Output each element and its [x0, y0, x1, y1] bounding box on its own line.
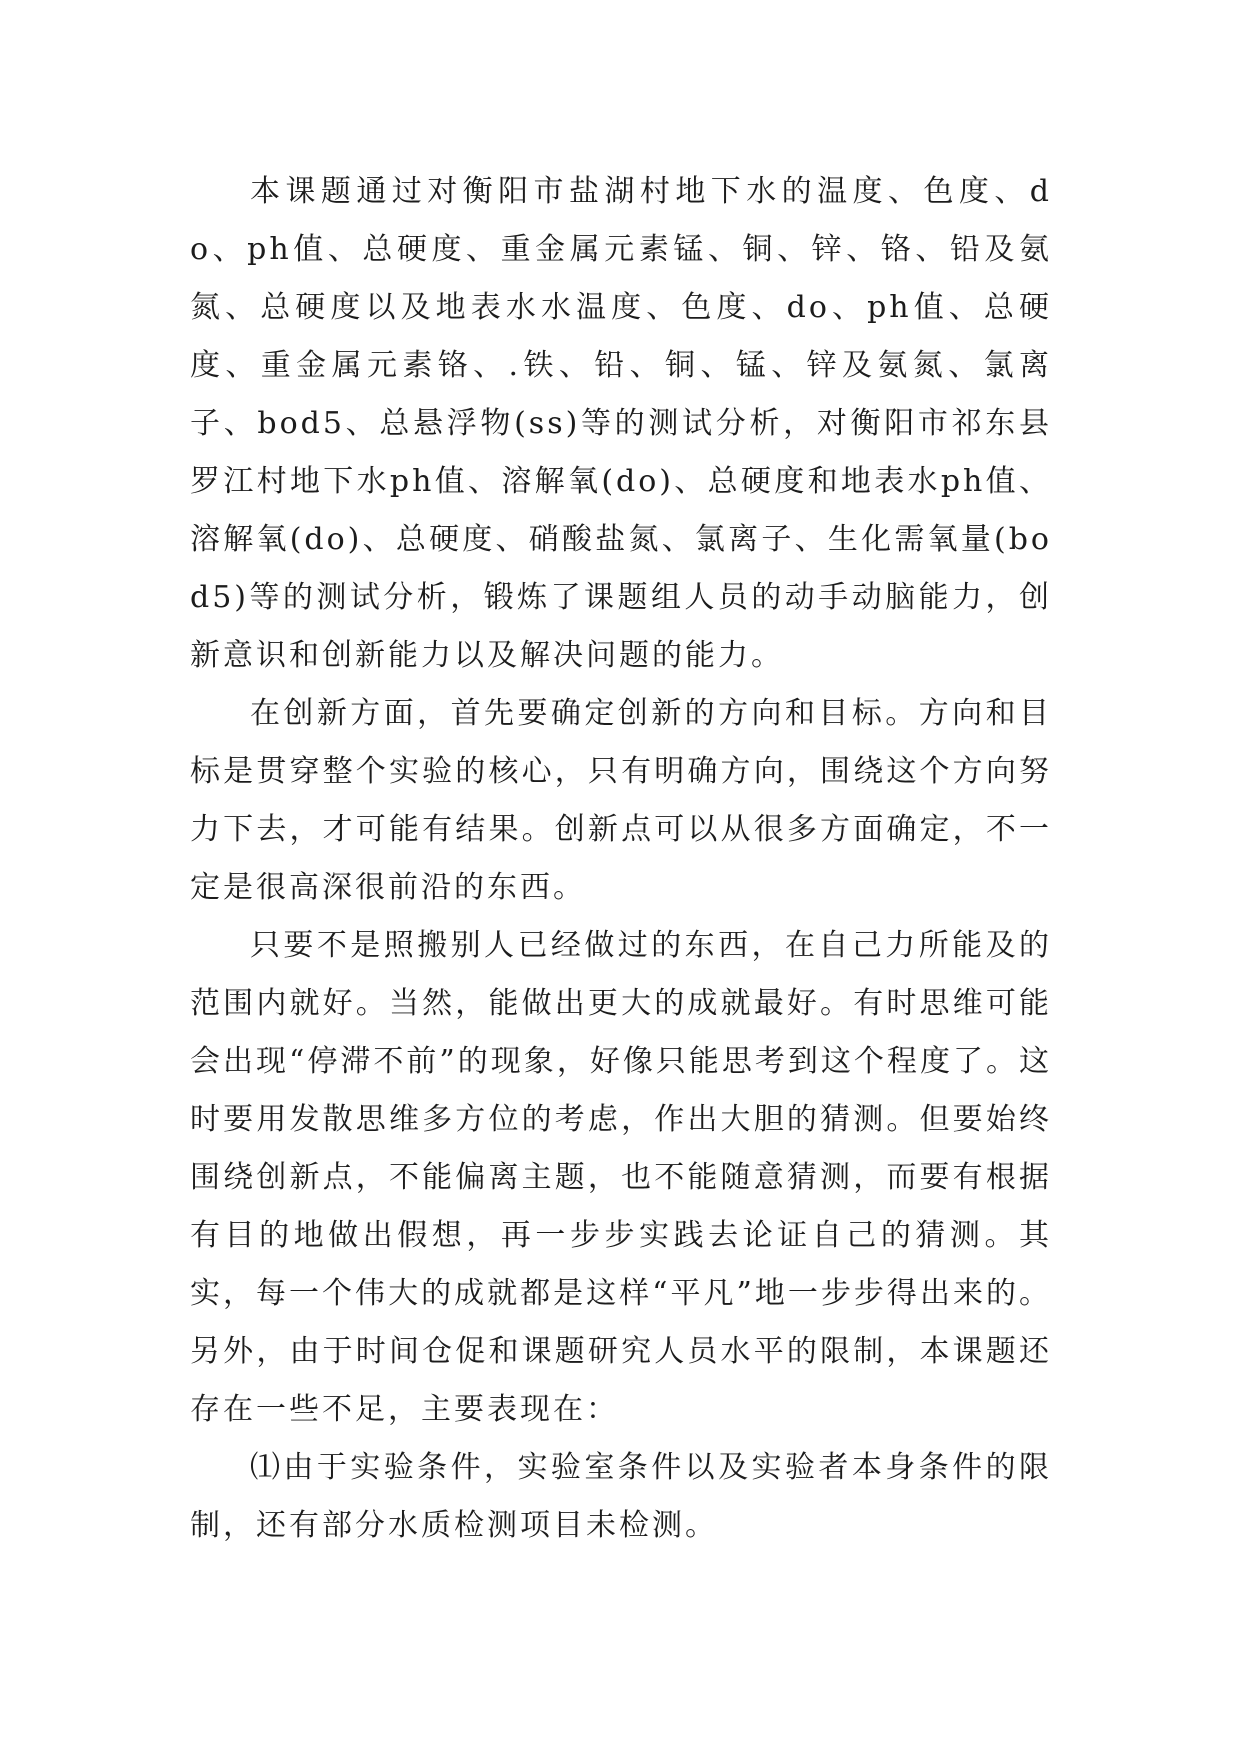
paragraph-innovation-direction: 在创新方面，首先要确定创新的方向和目标。方向和目标是贯穿整个实验的核心，只有明确方向，围绕这个方向努力下去，才可能有结果。创新点可以从很多方面确定，不一定是很高深很前沿的东西。 [190, 696, 1052, 905]
document-body [190, 163, 1052, 1555]
paragraph-limitation-1: ⑴由于实验条件，实验室条件以及实验者本身条件的限制，还有部分水质检测项目未检测。 [190, 1450, 1052, 1543]
paragraph-divergent-thinking: 只要不是照搬别人已经做过的东西，在自己力所能及的范围内就好。当然，能做出更大的成就最好。有时思维可能会出现“停滞不前”的现象，好像只能思考到这个程度了。这时要用发散思维多方位的考虑，作出大胆的猜测。但要始终围绕创新点，不能偏离主题，也不能随意猜测，而要有根据有目的地做出假想，再一步步实践去论证自己的猜测。其实，每一个伟大的成就都是这样“平凡”地一步步得出来的。另外，由于时间仓促和课题研究人员水平的限制，本课题还存在一些不足，主要表现在： [190, 928, 1052, 1427]
paragraph-test-analysis: 本课题通过对衡阳市盐湖村地下水的温度、色度、do、ph值、总硬度、重金属元素锰、铜、锌、铬、铅及氨氮、总硬度以及地表水水温度、色度、do、ph值、总硬度、重金属元素铬、.铁、铅、铜、锰、锌及氨氮、氯离子、bod5、总悬浮物(ss)等的测试分析，对衡阳市祁东县罗江村地下水ph值、溶解氧(do)、总硬度和地表水ph值、溶解氧(do)、总硬度、硝酸盐氮、氯离子、生化需氧量(bod5)等的测试分析，锻炼了课题组人员的动手动脑能力，创新意识和创新能力以及解决问题的能力。 [190, 174, 1052, 673]
